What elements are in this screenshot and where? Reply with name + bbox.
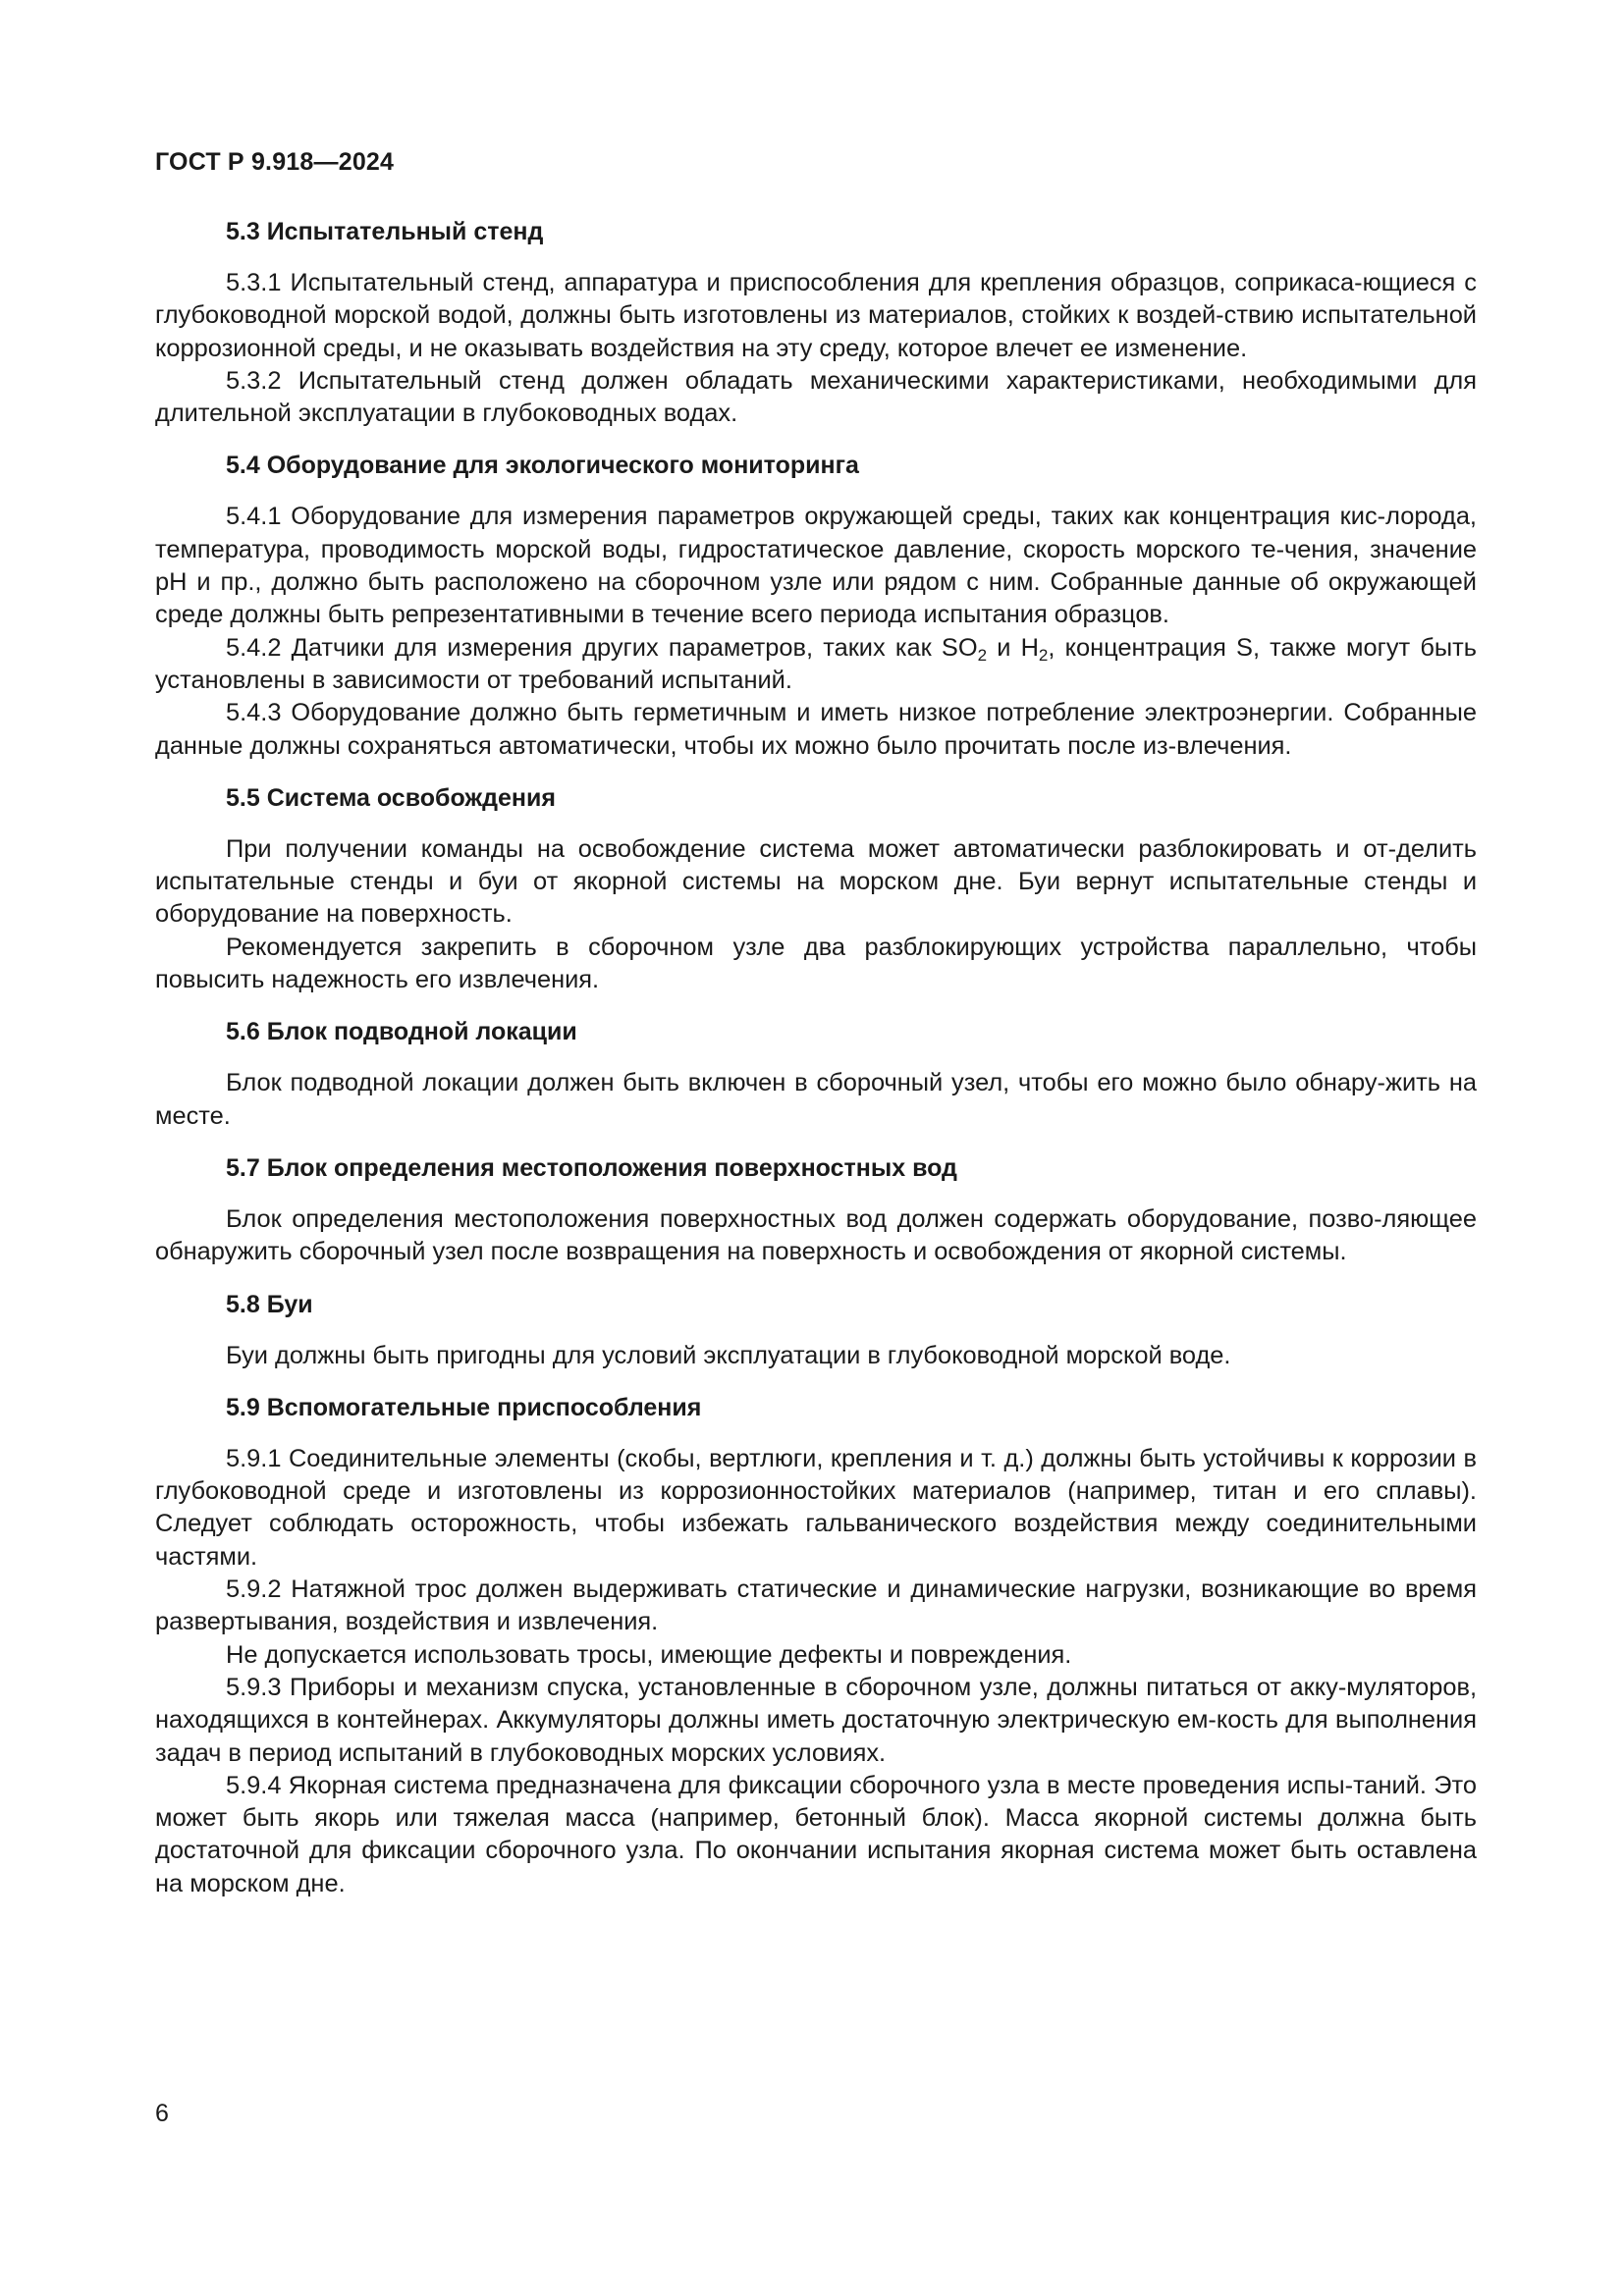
paragraph: 5.9.3 Приборы и механизм спуска, установленные в сборочном узле, должны питаться от акку-муляторов, находящихся в контейнерах. Аккумуляторы должны иметь достаточную электрическую ем-кость для выполнения задач в период испытаний в глубоководных морских условиях. bbox=[155, 1673, 1477, 1767]
section-title: 5.8 Буи bbox=[226, 1290, 313, 1318]
section-5-9 bbox=[155, 1392, 1477, 1900]
paragraph: Буи должны быть пригодны для условий эксплуатации в глубоководной морской воде. bbox=[226, 1341, 1231, 1369]
section-title: 5.9 Вспомогательные приспособления bbox=[226, 1393, 702, 1421]
section-5-6 bbox=[155, 1016, 1477, 1133]
paragraph-with-formulas bbox=[155, 632, 1477, 698]
text-run: 5.4.2 Датчики для измерения других параметров, таких как SO bbox=[226, 633, 978, 662]
section-5-8 bbox=[155, 1289, 1477, 1372]
document-header: ГОСТ Р 9.918—2024 bbox=[155, 148, 395, 176]
subscript: 2 bbox=[1038, 645, 1049, 665]
paragraph: 5.9.1 Соединительные элементы (скобы, вертлюги, крепления и т. д.) должны быть устойчивы к коррозии в глубоководной среде и изготовлены из коррозионностойких материалов (например, титан и его сплавы). Следует соблюдать осторожность, чтобы избежать гальванического воздействия между соединительными частями. bbox=[155, 1444, 1477, 1571]
section-title: 5.5 Система освобождения bbox=[226, 783, 556, 812]
subscript: 2 bbox=[977, 645, 988, 665]
paragraph: 5.9.4 Якорная система предназначена для фиксации сборочного узла в месте проведения испы-таний. Это может быть якорь или тяжелая масса (например, бетонный блок). Масса якорной системы должна быть достаточной для фиксации сборочного узла. По окончании испытания якорная система может быть оставлена на морском дне. bbox=[155, 1771, 1477, 1897]
paragraph: При получении команды на освобождение система может автоматически разблокировать и от-делить испытательные стенды и буи от якорной системы на морском дне. Буи вернут испытательные стенды и оборудование на поверхность. bbox=[155, 834, 1477, 929]
text-run: и H bbox=[987, 633, 1039, 662]
section-title: 5.6 Блок подводной локации bbox=[226, 1018, 577, 1046]
section-5-3 bbox=[155, 216, 1477, 430]
section-title: 5.3 Испытательный стенд bbox=[226, 218, 544, 245]
paragraph: Рекомендуется закрепить в сборочном узле два разблокирующих устройства параллельно, чтобы повысить надежность его извлечения. bbox=[155, 933, 1477, 994]
paragraph: 5.9.2 Натяжной трос должен выдерживать статические и динамические нагрузки, возникающие во время развертывания, воздействия и извлечения. bbox=[155, 1575, 1477, 1636]
paragraph: 5.3.2 Испытательный стенд должен обладать механическими характеристиками, необходимыми для длительной эксплуатации в глубоководных водах. bbox=[155, 366, 1477, 428]
paragraph: Блок определения местоположения поверхностных вод должен содержать оборудование, позво-ляющее обнаружить сборочный узел после возвращения на поверхность и освобождения от якорной системы. bbox=[155, 1204, 1477, 1266]
section-5-5 bbox=[155, 782, 1477, 996]
text-run: , концентрация S, также могут быть установлены в зависимости от требований испытаний. bbox=[155, 633, 1477, 694]
paragraph: 5.4.3 Оборудование должно быть герметичным и иметь низкое потребление электроэнергии. Собранные данные должны сохраняться автоматически, чтобы их можно было прочитать после из-влечения. bbox=[155, 699, 1477, 760]
paragraph: Не допускается использовать тросы, имеющие дефекты и повреждения. bbox=[226, 1640, 1072, 1669]
paragraph: Блок подводной локации должен быть включен в сборочный узел, чтобы его можно было обнару-жить на месте. bbox=[155, 1069, 1477, 1130]
document-page bbox=[155, 147, 1477, 1920]
section-5-7 bbox=[155, 1152, 1477, 1269]
paragraph: 5.4.1 Оборудование для измерения параметров окружающей среды, таких как концентрация кис-лорода, температура, проводимость морской воды, гидростатическое давление, скорость морского те-чения, значение pH и пр., должно быть расположено на сборочном узле или рядом с ним. Собранные данные об окружающей среде должны быть репрезентативными в течение всего периода испытания образцов. bbox=[155, 503, 1477, 629]
section-5-4 bbox=[155, 450, 1477, 762]
section-title: 5.4 Оборудование для экологического мониторинга bbox=[226, 452, 859, 480]
page-number: 6 bbox=[155, 2100, 169, 2127]
paragraph: 5.3.1 Испытательный стенд, аппаратура и приспособления для крепления образцов, соприкаса-ющиеся с глубоководной морской водой, должны быть изготовлены из материалов, стойких к воздей-ствию испытательной коррозионной среды, и не оказывать воздействия на эту среду, которое влечет ее изменение. bbox=[155, 269, 1477, 362]
section-title: 5.7 Блок определения местоположения поверхностных вод bbox=[226, 1153, 957, 1182]
